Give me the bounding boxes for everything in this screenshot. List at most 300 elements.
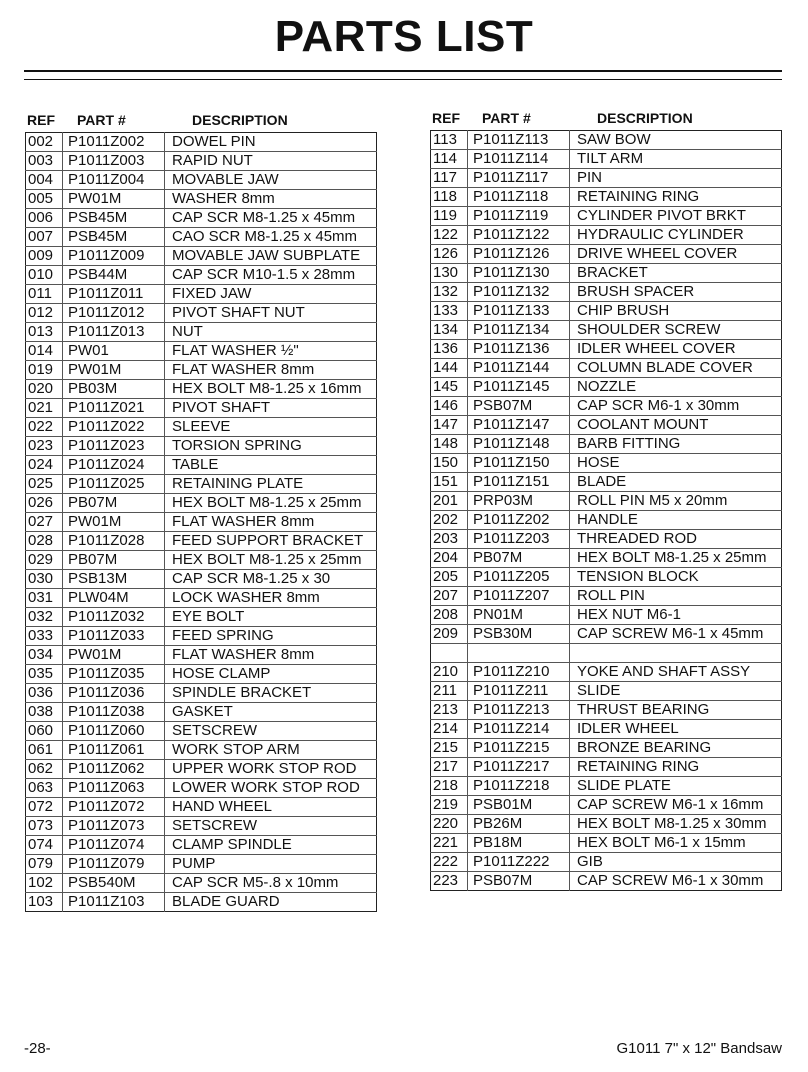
title-rule: [24, 70, 782, 72]
part-number: P1011Z072: [63, 798, 165, 817]
part-ref: 210: [431, 663, 468, 682]
part-description: WORK STOP ARM: [165, 741, 377, 760]
part-ref: 126: [431, 245, 468, 264]
part-description: MOVABLE JAW SUBPLATE: [165, 247, 377, 266]
part-number: P1011Z217: [468, 758, 570, 777]
part-description: CHIP BRUSH: [570, 302, 782, 321]
part-number: P1011Z023: [63, 437, 165, 456]
table-row: [26, 760, 377, 779]
table-row: [26, 418, 377, 437]
part-number: P1011Z003: [63, 152, 165, 171]
model-name: G1011 7" x 12" Bandsaw: [616, 1040, 782, 1057]
part-description: THRUST BEARING: [570, 701, 782, 720]
part-ref: 035: [26, 665, 63, 684]
part-ref: 010: [26, 266, 63, 285]
table-row: [431, 606, 782, 625]
part-description: TENSION BLOCK: [570, 568, 782, 587]
part-ref: 133: [431, 302, 468, 321]
table-row: [26, 247, 377, 266]
part-number: PSB07M: [468, 397, 570, 416]
table-row: [431, 511, 782, 530]
part-number: P1011Z004: [63, 171, 165, 190]
header-description: DESCRIPTION: [597, 110, 693, 126]
table-row: [26, 722, 377, 741]
part-description: CAP SCREW M6-1 x 30mm: [570, 872, 782, 891]
part-number: P1011Z118: [468, 188, 570, 207]
parts-table-right: [430, 130, 782, 891]
part-number: P1011Z132: [468, 283, 570, 302]
part-number: PW01: [63, 342, 165, 361]
part-description: UPPER WORK STOP ROD: [165, 760, 377, 779]
part-ref: 025: [26, 475, 63, 494]
part-ref: 030: [26, 570, 63, 589]
table-row: [26, 456, 377, 475]
part-description: [570, 644, 782, 663]
table-row: [431, 283, 782, 302]
part-number: P1011Z103: [63, 893, 165, 912]
part-number: PLW04M: [63, 589, 165, 608]
part-ref: 146: [431, 397, 468, 416]
part-number: P1011Z021: [63, 399, 165, 418]
table-row: [431, 549, 782, 568]
part-number: P1011Z130: [468, 264, 570, 283]
part-number: P1011Z136: [468, 340, 570, 359]
table-row: [26, 741, 377, 760]
table-row: [431, 872, 782, 891]
part-number: P1011Z122: [468, 226, 570, 245]
part-description: THREADED ROD: [570, 530, 782, 549]
part-ref: 006: [26, 209, 63, 228]
part-description: BRUSH SPACER: [570, 283, 782, 302]
table-row: [431, 530, 782, 549]
part-ref: [431, 644, 468, 663]
part-description: CAP SCREW M6-1 x 45mm: [570, 625, 782, 644]
part-number: P1011Z024: [63, 456, 165, 475]
part-description: FLAT WASHER 8mm: [165, 513, 377, 532]
table-row: [431, 815, 782, 834]
part-description: RETAINING RING: [570, 758, 782, 777]
part-ref: 072: [26, 798, 63, 817]
part-ref: 031: [26, 589, 63, 608]
part-ref: 150: [431, 454, 468, 473]
table-row: [26, 380, 377, 399]
part-description: BLADE GUARD: [165, 893, 377, 912]
table-row: [431, 777, 782, 796]
part-ref: 118: [431, 188, 468, 207]
table-row: [431, 663, 782, 682]
table-row: [431, 853, 782, 872]
part-number: PSB45M: [63, 209, 165, 228]
part-ref: 028: [26, 532, 63, 551]
part-number: PSB30M: [468, 625, 570, 644]
part-number: P1011Z145: [468, 378, 570, 397]
part-number: PSB07M: [468, 872, 570, 891]
part-number: PW01M: [63, 513, 165, 532]
part-ref: 132: [431, 283, 468, 302]
table-row: [431, 245, 782, 264]
part-number: P1011Z002: [63, 133, 165, 152]
part-description: TILT ARM: [570, 150, 782, 169]
table-row: [26, 684, 377, 703]
part-description: SETSCREW: [165, 722, 377, 741]
table-row: [431, 587, 782, 606]
part-number: PB18M: [468, 834, 570, 853]
part-ref: 214: [431, 720, 468, 739]
table-row: [431, 739, 782, 758]
part-ref: 148: [431, 435, 468, 454]
table-row: [26, 342, 377, 361]
table-row: [26, 437, 377, 456]
part-description: HEX BOLT M8-1.25 x 25mm: [165, 551, 377, 570]
part-description: CAP SCR M6-1 x 30mm: [570, 397, 782, 416]
part-description: HOSE: [570, 454, 782, 473]
part-ref: 103: [26, 893, 63, 912]
part-description: FEED SUPPORT BRACKET: [165, 532, 377, 551]
part-description: TABLE: [165, 456, 377, 475]
table-row: [26, 152, 377, 171]
part-ref: 013: [26, 323, 63, 342]
part-ref: 036: [26, 684, 63, 703]
part-ref: 213: [431, 701, 468, 720]
part-ref: 147: [431, 416, 468, 435]
part-description: HYDRAULIC CYLINDER: [570, 226, 782, 245]
part-ref: 113: [431, 131, 468, 150]
part-description: CAP SCR M10-1.5 x 28mm: [165, 266, 377, 285]
part-ref: 102: [26, 874, 63, 893]
part-description: PIVOT SHAFT NUT: [165, 304, 377, 323]
part-ref: 005: [26, 190, 63, 209]
part-number: PSB44M: [63, 266, 165, 285]
part-number: P1011Z009: [63, 247, 165, 266]
part-ref: 012: [26, 304, 63, 323]
part-ref: 029: [26, 551, 63, 570]
table-row: [26, 589, 377, 608]
part-description: CLAMP SPINDLE: [165, 836, 377, 855]
table-row: [431, 416, 782, 435]
part-ref: 204: [431, 549, 468, 568]
table-row: [431, 568, 782, 587]
part-description: PIN: [570, 169, 782, 188]
table-row: [431, 378, 782, 397]
table-row: [26, 532, 377, 551]
part-description: CAP SCREW M6-1 x 16mm: [570, 796, 782, 815]
part-description: PIVOT SHAFT: [165, 399, 377, 418]
part-number: PW01M: [63, 190, 165, 209]
part-number: P1011Z035: [63, 665, 165, 684]
part-ref: 136: [431, 340, 468, 359]
table-row: [26, 608, 377, 627]
part-ref: 079: [26, 855, 63, 874]
part-description: DRIVE WHEEL COVER: [570, 245, 782, 264]
part-number: P1011Z073: [63, 817, 165, 836]
part-description: CAP SCR M8-1.25 x 45mm: [165, 209, 377, 228]
part-number: P1011Z211: [468, 682, 570, 701]
table-row: [26, 779, 377, 798]
part-description: PUMP: [165, 855, 377, 874]
table-row: [26, 209, 377, 228]
table-row: [431, 720, 782, 739]
part-ref: 073: [26, 817, 63, 836]
part-number: P1011Z147: [468, 416, 570, 435]
part-number: P1011Z213: [468, 701, 570, 720]
header-ref: REF: [27, 112, 55, 128]
part-ref: 032: [26, 608, 63, 627]
parts-column-left: [25, 112, 377, 912]
table-row: [26, 703, 377, 722]
table-row: [26, 266, 377, 285]
part-number: P1011Z025: [63, 475, 165, 494]
part-ref: 023: [26, 437, 63, 456]
table-row: [26, 304, 377, 323]
table-row: [431, 169, 782, 188]
part-ref: 151: [431, 473, 468, 492]
part-number: P1011Z062: [63, 760, 165, 779]
part-ref: 218: [431, 777, 468, 796]
table-row: [431, 226, 782, 245]
part-ref: 003: [26, 152, 63, 171]
part-description: HEX NUT M6-1: [570, 606, 782, 625]
part-ref: 203: [431, 530, 468, 549]
part-ref: 209: [431, 625, 468, 644]
part-description: HANDLE: [570, 511, 782, 530]
part-number: [468, 644, 570, 663]
part-number: P1011Z036: [63, 684, 165, 703]
part-number: P1011Z202: [468, 511, 570, 530]
table-row: [26, 855, 377, 874]
part-number: P1011Z126: [468, 245, 570, 264]
part-ref: 134: [431, 321, 468, 340]
header-ref: REF: [432, 110, 460, 126]
part-ref: 223: [431, 872, 468, 891]
part-number: PB07M: [468, 549, 570, 568]
part-description: FLAT WASHER 8mm: [165, 646, 377, 665]
part-ref: 027: [26, 513, 63, 532]
table-row: [26, 171, 377, 190]
part-description: CYLINDER PIVOT BRKT: [570, 207, 782, 226]
part-ref: 033: [26, 627, 63, 646]
part-description: SETSCREW: [165, 817, 377, 836]
part-ref: 011: [26, 285, 63, 304]
table-row: [26, 874, 377, 893]
table-row: [431, 492, 782, 511]
part-description: ROLL PIN: [570, 587, 782, 606]
part-ref: 201: [431, 492, 468, 511]
part-description: LOCK WASHER 8mm: [165, 589, 377, 608]
page-title: PARTS LIST: [274, 12, 534, 61]
table-row: [431, 682, 782, 701]
part-number: P1011Z033: [63, 627, 165, 646]
part-ref: 202: [431, 511, 468, 530]
part-description: SAW BOW: [577, 131, 651, 148]
table-row: [431, 701, 782, 720]
part-description: BRONZE BEARING: [570, 739, 782, 758]
page-number: -28-: [24, 1040, 51, 1057]
part-ref: 002: [26, 133, 63, 152]
table-row: [431, 188, 782, 207]
table-row: [431, 264, 782, 283]
part-number: PSB45M: [63, 228, 165, 247]
table-row: [431, 834, 782, 853]
part-description: HAND WHEEL: [165, 798, 377, 817]
part-ref: 207: [431, 587, 468, 606]
part-number: PSB13M: [63, 570, 165, 589]
part-ref: 211: [431, 682, 468, 701]
part-number: P1011Z013: [63, 323, 165, 342]
part-ref: 122: [431, 226, 468, 245]
part-description: BRACKET: [570, 264, 782, 283]
table-row: [431, 758, 782, 777]
part-ref: 062: [26, 760, 63, 779]
part-ref: 063: [26, 779, 63, 798]
part-description: GASKET: [165, 703, 377, 722]
table-row: [26, 190, 377, 209]
part-description: MOVABLE JAW: [165, 171, 377, 190]
part-number: P1011Z134: [468, 321, 570, 340]
part-ref: 130: [431, 264, 468, 283]
part-ref: 220: [431, 815, 468, 834]
part-number: P1011Z144: [468, 359, 570, 378]
table-row: [431, 397, 782, 416]
table-row: [431, 473, 782, 492]
part-number: PB07M: [63, 494, 165, 513]
table-row: [26, 665, 377, 684]
table-row: [26, 817, 377, 836]
part-number: PRP03M: [468, 492, 570, 511]
part-description: SLEEVE: [165, 418, 377, 437]
column-header: [430, 110, 782, 130]
table-row: [431, 644, 782, 663]
part-description: HEX BOLT M6-1 x 15mm: [570, 834, 782, 853]
part-description: COOLANT MOUNT: [570, 416, 782, 435]
part-number: P1011Z150: [468, 454, 570, 473]
part-ref: 215: [431, 739, 468, 758]
part-ref: 061: [26, 741, 63, 760]
part-description: BLADE: [570, 473, 782, 492]
part-number: P1011Z079: [63, 855, 165, 874]
table-row: [26, 361, 377, 380]
part-number: P1011Z011: [63, 285, 165, 304]
part-description: LOWER WORK STOP ROD: [165, 779, 377, 798]
part-ref: 014: [26, 342, 63, 361]
part-ref: 009: [26, 247, 63, 266]
part-ref: 026: [26, 494, 63, 513]
table-row: [26, 570, 377, 589]
parts-table-left: [25, 132, 377, 912]
part-number: P1011Z218: [468, 777, 570, 796]
part-number: P1011Z207: [468, 587, 570, 606]
part-description: IDLER WHEEL COVER: [570, 340, 782, 359]
table-row: [431, 150, 782, 169]
part-number: P1011Z133: [468, 302, 570, 321]
part-description: HEX BOLT M8-1.25 x 25mm: [570, 549, 782, 568]
part-ref: 022: [26, 418, 63, 437]
part-description: BARB FITTING: [570, 435, 782, 454]
part-number: PW01M: [63, 361, 165, 380]
part-ref: 219: [431, 796, 468, 815]
table-row: [26, 893, 377, 912]
part-description: NOZZLE: [570, 378, 782, 397]
part-number: PB26M: [468, 815, 570, 834]
part-number: P1011Z022: [63, 418, 165, 437]
table-row: [26, 133, 377, 152]
table-row: [26, 323, 377, 342]
part-number: PSB540M: [63, 874, 165, 893]
part-number: P1011Z074: [63, 836, 165, 855]
header-part-number: PART #: [77, 112, 126, 128]
part-description: TORSION SPRING: [165, 437, 377, 456]
part-description: DOWEL PIN: [172, 133, 256, 150]
table-row: [431, 340, 782, 359]
table-row: [26, 836, 377, 855]
part-description: FLAT WASHER ½": [165, 342, 377, 361]
part-number: P1011Z214: [468, 720, 570, 739]
part-description: SPINDLE BRACKET: [165, 684, 377, 703]
part-number: P1011Z117: [468, 169, 570, 188]
title-rule-thin: [24, 79, 782, 80]
table-row: [26, 513, 377, 532]
table-row: [431, 454, 782, 473]
part-description: YOKE AND SHAFT ASSY: [570, 663, 782, 682]
part-ref: 034: [26, 646, 63, 665]
part-number: PW01M: [63, 646, 165, 665]
part-ref: 114: [431, 150, 468, 169]
part-description: SLIDE PLATE: [570, 777, 782, 796]
part-description: FIXED JAW: [165, 285, 377, 304]
part-ref: 221: [431, 834, 468, 853]
part-number: P1011Z151: [468, 473, 570, 492]
part-ref: 024: [26, 456, 63, 475]
header-part-number: PART #: [482, 110, 531, 126]
part-number: P1011Z038: [63, 703, 165, 722]
part-ref: 019: [26, 361, 63, 380]
part-number: P1011Z063: [63, 779, 165, 798]
table-row: [431, 796, 782, 815]
part-number: P1011Z114: [468, 150, 570, 169]
part-number: P1011Z032: [63, 608, 165, 627]
part-ref: 021: [26, 399, 63, 418]
table-row: [431, 302, 782, 321]
part-ref: 144: [431, 359, 468, 378]
part-number: PB07M: [63, 551, 165, 570]
part-number: P1011Z028: [63, 532, 165, 551]
part-ref: 217: [431, 758, 468, 777]
table-row: [431, 321, 782, 340]
part-description: RETAINING PLATE: [165, 475, 377, 494]
table-row: [26, 551, 377, 570]
part-number: P1011Z012: [63, 304, 165, 323]
table-row: [26, 228, 377, 247]
table-row: [26, 285, 377, 304]
part-number: PN01M: [468, 606, 570, 625]
table-row: [431, 131, 782, 150]
table-row: [26, 646, 377, 665]
part-description: ROLL PIN M5 x 20mm: [570, 492, 782, 511]
part-description: CAO SCR M8-1.25 x 45mm: [165, 228, 377, 247]
part-description: COLUMN BLADE COVER: [570, 359, 782, 378]
part-number: P1011Z060: [63, 722, 165, 741]
table-row: [26, 475, 377, 494]
table-row: [26, 798, 377, 817]
part-description: FEED SPRING: [165, 627, 377, 646]
part-description: IDLER WHEEL: [570, 720, 782, 739]
part-description: SLIDE: [570, 682, 782, 701]
part-ref: 020: [26, 380, 63, 399]
part-number: P1011Z148: [468, 435, 570, 454]
table-row: [26, 399, 377, 418]
part-description: SHOULDER SCREW: [570, 321, 782, 340]
part-ref: 038: [26, 703, 63, 722]
column-header: [25, 112, 377, 132]
